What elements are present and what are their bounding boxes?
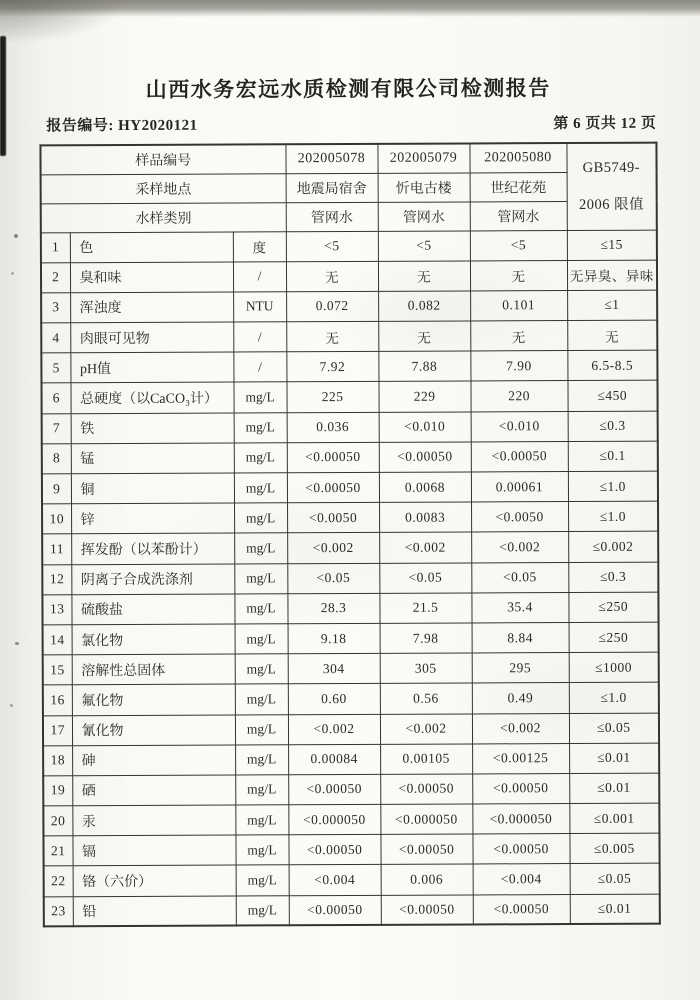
- sample-id-1: 202005078: [285, 144, 377, 173]
- sample-value: <0.002: [380, 713, 472, 744]
- limit-header-line1: GB5749-: [582, 159, 641, 177]
- sample-value: <0.004: [289, 865, 381, 896]
- table-row: [44, 894, 660, 927]
- sample-value: <0.002: [287, 533, 379, 564]
- row-number: 13: [42, 594, 71, 624]
- sample-value: <0.00050: [381, 895, 473, 926]
- limit-value: ≤0.05: [570, 864, 660, 895]
- sample-value: 7.88: [378, 351, 470, 382]
- unit: mg/L: [234, 473, 287, 503]
- sample-value: 35.4: [471, 592, 568, 623]
- report-title: 山西水务宏远水质检测有限公司检测报告: [145, 76, 551, 102]
- sample-value: 0.0068: [379, 472, 471, 503]
- parameter-name: 挥发酚（以苯酚计）: [71, 533, 234, 564]
- limit-value: ≤250: [569, 622, 659, 653]
- limit-value: 6.5-8.5: [567, 350, 657, 381]
- row-number: 18: [43, 745, 72, 775]
- table-row: [43, 803, 659, 836]
- table-row: [43, 622, 659, 655]
- parameter-name: 溶解性总固体: [72, 654, 235, 685]
- sample-value: 9.18: [288, 623, 380, 654]
- row-number: 1: [41, 232, 70, 262]
- limit-value: ≤0.01: [570, 894, 660, 925]
- parameter-name: 镉: [72, 835, 235, 866]
- parameter-name: 汞: [72, 805, 235, 836]
- limit-header-line2: 2006 限值: [578, 196, 645, 213]
- sample-value: 0.036: [287, 412, 379, 443]
- sample-value: <0.05: [471, 562, 568, 593]
- unit: mg/L: [235, 775, 288, 805]
- sample-value: <5: [470, 230, 567, 261]
- header-row-water-type: [41, 201, 657, 233]
- sample-value: 无: [378, 261, 470, 292]
- sample-value: 220: [471, 381, 568, 412]
- sample-value: 无: [286, 261, 378, 292]
- sample-value: <0.00050: [287, 472, 379, 503]
- row-number: 22: [44, 866, 73, 896]
- row-number: 5: [41, 353, 70, 383]
- table-row: [41, 350, 657, 383]
- parameter-name: 总硬度（以CaCO₃计）: [70, 382, 233, 413]
- unit: mg/L: [236, 895, 289, 925]
- table-row: [44, 864, 660, 897]
- sample-value: 无: [286, 321, 378, 352]
- row-number: 3: [41, 293, 70, 323]
- sample-value: <0.00050: [471, 441, 568, 472]
- table-row: [42, 411, 658, 444]
- table-row: [43, 713, 659, 746]
- table-row: [43, 743, 659, 776]
- unit: mg/L: [235, 684, 288, 714]
- row-number: 12: [42, 564, 71, 594]
- sample-value: <0.00050: [379, 442, 471, 473]
- parameter-name: 铜: [71, 473, 234, 504]
- table-row: [42, 532, 658, 565]
- sample-value: 无: [378, 321, 470, 352]
- sample-value: <0.00050: [380, 834, 472, 865]
- sample-value: <0.00050: [472, 834, 569, 865]
- sample-value: 无: [470, 260, 567, 291]
- parameter-name: 色: [70, 232, 233, 263]
- parameter-name: 硫酸盐: [71, 594, 234, 625]
- sample-type-2: 管网水: [378, 201, 470, 230]
- sample-value: 21.5: [379, 593, 471, 624]
- parameter-name: pH值: [70, 352, 233, 383]
- sample-value: <0.00050: [288, 774, 380, 805]
- sample-value: 0.101: [470, 290, 567, 321]
- table-row: [43, 833, 659, 866]
- table-row: [42, 441, 658, 474]
- sample-value: 304: [288, 653, 380, 684]
- limit-value: 无异臭、异味: [567, 260, 657, 291]
- sample-value: <0.00050: [473, 894, 570, 925]
- row-number: 4: [41, 323, 70, 353]
- parameter-name: 铅: [73, 896, 236, 927]
- sample-value: 7.92: [286, 352, 378, 383]
- row-number: 17: [43, 715, 72, 745]
- sample-value: <0.00050: [287, 442, 379, 473]
- table-row: [41, 381, 657, 414]
- report-meta: [46, 112, 656, 136]
- table-row: [41, 320, 657, 353]
- parameter-name: 浑浊度: [70, 292, 233, 323]
- row-number: 20: [43, 806, 72, 836]
- unit: /: [233, 352, 286, 382]
- unit: mg/L: [235, 835, 288, 865]
- header-row-location: [41, 172, 657, 204]
- limit-value: ≤0.005: [569, 833, 659, 864]
- sample-value: <0.004: [473, 864, 570, 895]
- row-number: 14: [43, 625, 72, 655]
- sample-value: <0.05: [379, 563, 471, 594]
- parameter-name: 锰: [71, 443, 234, 474]
- sample-value: <0.0050: [471, 502, 568, 533]
- unit: mg/L: [234, 533, 287, 563]
- row-number: 2: [41, 262, 70, 292]
- sample-value: <5: [378, 230, 470, 261]
- unit: mg/L: [234, 594, 287, 624]
- unit: mg/L: [234, 412, 287, 442]
- table-row: [42, 471, 658, 504]
- sample-value: <0.00125: [472, 743, 569, 774]
- row-number: 19: [43, 776, 72, 806]
- sample-value: <0.00050: [380, 774, 472, 805]
- sample-id-3: 202005080: [469, 143, 566, 172]
- parameter-name: 氟化物: [72, 684, 235, 715]
- row-number: 10: [42, 504, 71, 534]
- table-row: [43, 652, 659, 685]
- sample-value: 0.49: [472, 683, 569, 714]
- sample-location-2: 忻电古楼: [378, 172, 470, 201]
- limit-value: ≤1000: [569, 652, 659, 683]
- limit-value: 无: [567, 320, 657, 351]
- unit: mg/L: [233, 382, 286, 412]
- limit-value: ≤0.01: [569, 773, 659, 804]
- report-number: [46, 114, 197, 136]
- limit-value: ≤1.0: [569, 682, 659, 713]
- table-row: [42, 592, 658, 625]
- limit-value: ≤1.0: [568, 501, 658, 532]
- limit-value: ≤250: [568, 592, 658, 623]
- sample-value: <5: [286, 231, 378, 262]
- limit-value: ≤450: [568, 381, 658, 412]
- limit-value: ≤0.1: [568, 441, 658, 472]
- sample-value: 0.0083: [379, 502, 471, 533]
- parameter-name: 肉眼可见物: [70, 322, 233, 353]
- limit-value: ≤0.3: [568, 411, 658, 442]
- sample-value: <0.002: [471, 532, 568, 563]
- limit-value: ≤15: [567, 230, 657, 261]
- sample-value: 0.56: [380, 683, 472, 714]
- table-row: [41, 260, 657, 293]
- sample-value: <0.010: [379, 412, 471, 443]
- sample-value: <0.000050: [288, 804, 380, 835]
- unit: mg/L: [236, 865, 289, 895]
- sample-value: <0.00050: [289, 895, 381, 926]
- sample-value: <0.00050: [288, 835, 380, 866]
- unit: mg/L: [235, 624, 288, 654]
- row-number: 6: [41, 383, 70, 413]
- table-row: [42, 562, 658, 595]
- row-number: 15: [43, 655, 72, 685]
- parameter-name: 氰化物: [72, 715, 235, 746]
- sample-value: 0.00061: [471, 472, 568, 503]
- unit: mg/L: [235, 805, 288, 835]
- limit-value: ≤0.002: [568, 532, 658, 563]
- sample-value: <0.000050: [472, 804, 569, 835]
- sample-value: <0.000050: [380, 804, 472, 835]
- unit: mg/L: [234, 563, 287, 593]
- sample-value: 8.84: [472, 622, 569, 653]
- row-number: 9: [42, 474, 71, 504]
- sample-type-3: 管网水: [470, 201, 567, 230]
- parameter-name: 铬（六价）: [73, 865, 236, 896]
- header-label-water-type: 水样类别: [41, 202, 286, 232]
- sample-value: 0.072: [286, 291, 378, 322]
- parameter-name: 锌: [71, 503, 234, 534]
- sample-value: 0.082: [378, 291, 470, 322]
- header-label-sample-id: 样品编号: [40, 144, 285, 174]
- sample-value: 无: [470, 321, 567, 352]
- water-quality-table: [39, 142, 660, 928]
- unit: 度: [233, 231, 286, 261]
- limit-value: ≤0.01: [569, 743, 659, 774]
- sample-value: <0.002: [288, 714, 380, 745]
- row-number: 11: [42, 534, 71, 564]
- sample-value: 305: [380, 653, 472, 684]
- row-number: 23: [44, 896, 73, 926]
- table-row: [41, 290, 657, 323]
- sample-value: <0.0050: [287, 503, 379, 534]
- unit: mg/L: [235, 714, 288, 744]
- limit-value: ≤0.05: [569, 713, 659, 744]
- limit-value: ≤0.3: [568, 562, 658, 593]
- limit-column-header: [566, 143, 656, 230]
- unit: mg/L: [235, 654, 288, 684]
- table-row: [43, 773, 659, 806]
- sample-value: 0.006: [381, 864, 473, 895]
- header-row-sample-id: [40, 143, 656, 175]
- parameter-name: 氯化物: [72, 624, 235, 655]
- sample-value: <0.002: [379, 532, 471, 563]
- parameter-name: 铁: [71, 413, 234, 444]
- parameter-name: 臭和味: [70, 262, 233, 293]
- sample-value: 225: [287, 382, 379, 413]
- table-row: [42, 501, 658, 534]
- page-indicator: 第 6 页共 12 页: [553, 115, 657, 133]
- sample-location-1: 地震局宿舍: [286, 173, 378, 202]
- sample-value: 0.00084: [288, 744, 380, 775]
- parameter-name: 硒: [72, 775, 235, 806]
- limit-value: ≤1.0: [568, 471, 658, 502]
- sample-value: <0.002: [472, 713, 569, 744]
- sample-value: 0.00105: [380, 744, 472, 775]
- sample-id-2: 202005079: [377, 143, 469, 172]
- sample-value: 295: [472, 653, 569, 684]
- unit: /: [233, 322, 286, 352]
- unit: mg/L: [234, 503, 287, 533]
- limit-value: ≤0.001: [569, 803, 659, 834]
- parameter-name: 砷: [72, 745, 235, 776]
- sample-value: <0.00050: [472, 773, 569, 804]
- sample-value: <0.05: [287, 563, 379, 594]
- sample-value: 229: [379, 381, 471, 412]
- row-number: 7: [42, 413, 71, 443]
- sample-value: 7.98: [380, 623, 472, 654]
- report-number-label: 报告编号:: [46, 118, 114, 135]
- parameter-name: 阴离子合成洗涤剂: [71, 564, 234, 595]
- unit: mg/L: [234, 443, 287, 473]
- unit: NTU: [233, 292, 286, 322]
- row-number: 8: [42, 444, 71, 474]
- sample-value: 0.60: [288, 684, 380, 715]
- table-row: [43, 682, 659, 715]
- row-number: 16: [43, 685, 72, 715]
- sample-value: 7.90: [470, 351, 567, 382]
- header-label-location: 采样地点: [41, 173, 286, 203]
- limit-value: ≤1: [567, 290, 657, 321]
- sample-location-3: 世纪花苑: [470, 172, 567, 201]
- unit: mg/L: [235, 744, 288, 774]
- sample-type-1: 管网水: [286, 202, 378, 231]
- sample-value: <0.010: [471, 411, 568, 442]
- unit: /: [233, 261, 286, 291]
- report-number-value: HY2020121: [118, 117, 198, 135]
- sample-value: 28.3: [287, 593, 379, 624]
- table-row: [41, 230, 657, 263]
- row-number: 21: [43, 836, 72, 866]
